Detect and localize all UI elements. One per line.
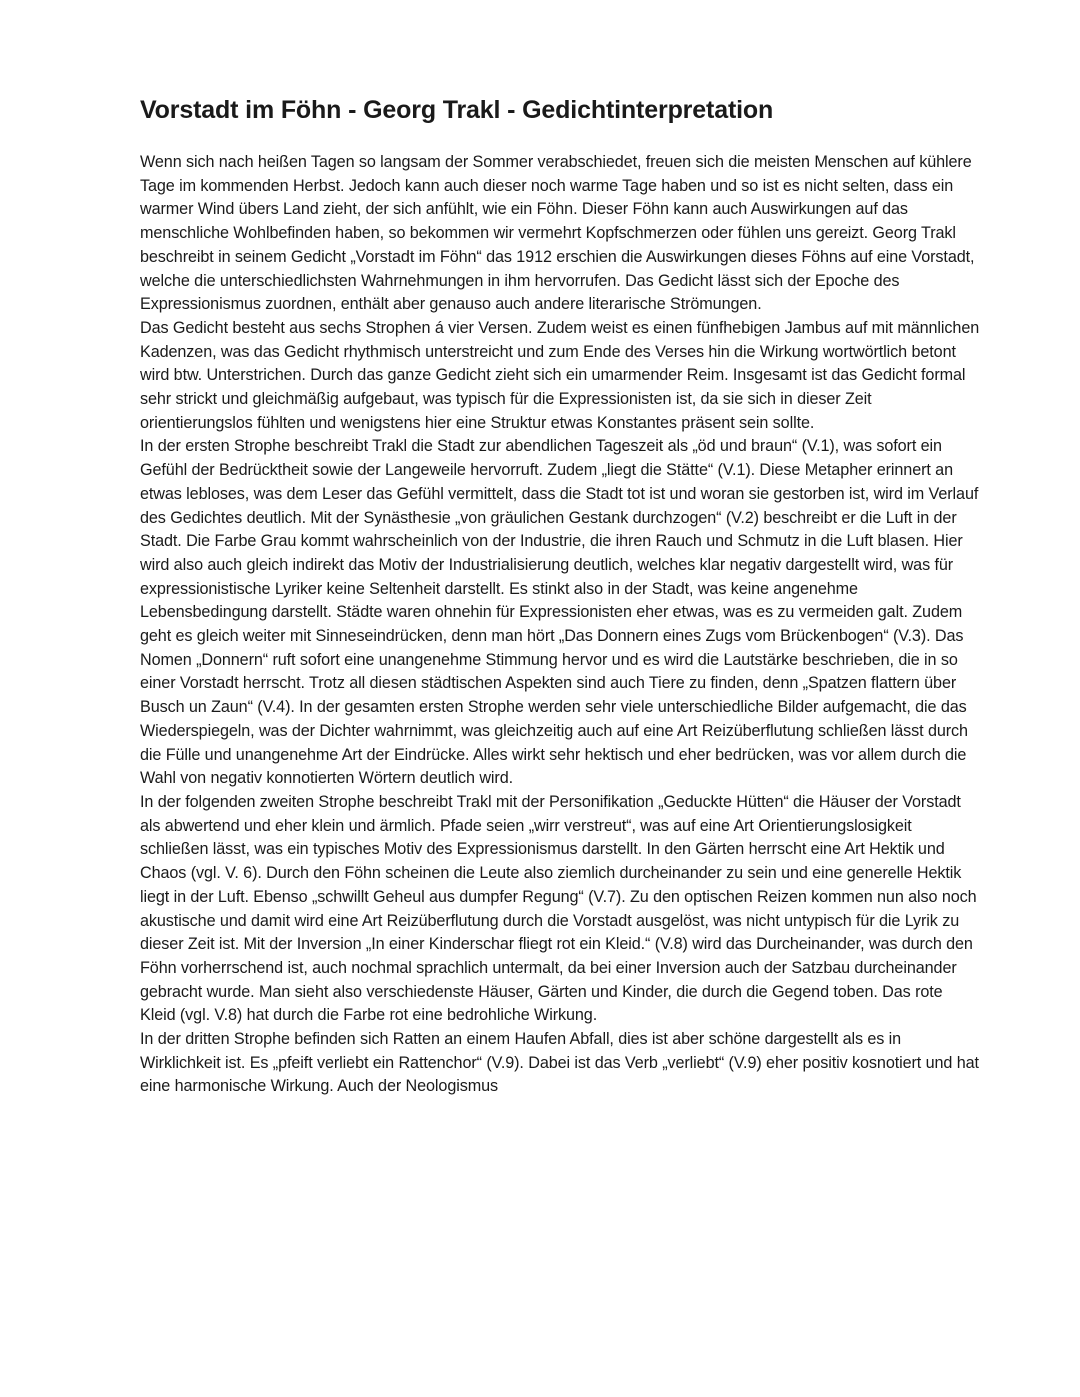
paragraph-third-stanza: In der dritten Strophe befinden sich Ratten an einem Haufen Abfall, dies ist aber schöne dargestellt als es in Wirklichkeit ist. Es „pfeift verliebt ein Rattenchor“ (V.9). Dabei ist das Verb „verliebt“ (V.9) eher positiv kosnotiert und hat eine harmonische Wirkung. Auch der Neologismus <box>140 1030 979 1096</box>
document-title: Vorstadt im Föhn - Georg Trakl - Gedichtinterpretation <box>140 96 774 124</box>
document-body <box>140 151 980 1099</box>
paragraph-second-stanza: In der folgenden zweiten Strophe beschreibt Trakl mit der Personifikation „Geduckte Hütten“ die Häuser der Vorstadt als abwertend und eher klein und ärmlich. Pfade seien „wirr verstreut“, was auf eine Art Orientierungslosigkeit schließen lässt, was ein typisches Motiv des Expressionismus darstellt. In den Gärten herrscht eine Art Hektik und Chaos (vgl. V. 6). Durch den Föhn scheinen die Leute also ziemlich durcheinander zu sein und eine generelle Hektik liegt in der Luft. Ebenso „schwillt Geheul aus dumpfer Regung“ (V.7). Zu den optischen Reizen kommen nun also noch akustische und damit wird eine Art Reizüberflutung durch die Vorstadt ausgelöst, was nicht untypisch für die Lyrik zu dieser Zeit ist. Mit der Inversion „In einer Kinderschar fliegt rot ein Kleid.“ (V.8) wird das Durcheinander, was durch den Föhn vorherrschend ist, auch nochmal sprachlich untermalt, da bei einer Inversion auch der Satzbau durcheinander gebracht wurde. Man sieht also verschiedenste Häuser, Gärten und Kinder, die durch die Gegend toben. Das rote Kleid (vgl. V.8) hat durch die Farbe rot eine bedrohliche Wirkung. <box>140 792 977 1025</box>
paragraph-introduction: Wenn sich nach heißen Tagen so langsam der Sommer verabschiedet, freuen sich die meisten Menschen auf kühlere Tage im kommenden Herbst. Jedoch kann auch dieser noch warme Tage haben und so ist es nicht selten, dass ein warmer Wind übers Land zieht, der sich anfühlt, wie ein Föhn. Dieser Föhn kann auch Auswirkungen auf das menschliche Wohlbefinden haben, so bekommen wir vermehrt Kopfschmerzen oder fühlen uns gereizt. Georg Trakl beschreibt in seinem Gedicht „Vorstadt im Föhn“ das 1912 erschien die Auswirkungen dieses Föhns auf eine Vorstadt, welche die unterschiedlichsten Wahrnehmungen in ihm hervorrufen. Das Gedicht lässt sich der Epoche des Expressionismus zuordnen, enthält aber genauso auch andere literarische Strömungen. <box>140 153 975 314</box>
paragraph-first-stanza: In der ersten Strophe beschreibt Trakl die Stadt zur abendlichen Tageszeit als „öd und braun“ (V.1), was sofort ein Gefühl der Bedrücktheit sowie der Langeweile hervorruft. Zudem „liegt die Stätte“ (V.1). Diese Metapher erinnert an etwas lebloses, was dem Leser das Gefühl vermittelt, dass die Stadt tot ist und woran sie gestorben ist, wird im Verlauf des Gedichtes deutlich. Mit der Synästhesie „von gräulichen Gestank durchzogen“ (V.2) beschreibt er die Luft in der Stadt. Die Farbe Grau kommt wahrscheinlich von der Industrie, die ihren Rauch und Schmutz in die Luft blasen. Hier wird also auch gleich indirekt das Motiv der Industrialisierung deutlich, welches klar negativ dargestellt wird, was für expressionistische Lyriker keine Seltenheit darstellt. Es stinkt also in der Stadt, was keine angenehme Lebensbedingung darstellt. Städte waren ohnehin für Expressionisten eher etwas, was es zu vermeiden galt. Zudem geht es gleich weiter mit Sinneseindrücken, denn man hört „Das Donnern eines Zugs vom Brückenbogen“ (V.3). Das Nomen „Donnern“ ruft sofort eine unangenehme Stimmung hervor und es wird die Lautstärke beschrieben, die in so einer Vorstadt herrscht. Trotz all diesen städtischen Aspekten sind auch Tiere zu finden, denn „Spatzen flattern über Busch un Zaun“ (V.4). In der gesamten ersten Strophe werden sehr viele unterschiedliche Bilder aufgemacht, die das Wiederspiegeln, was der Dichter wahrnimmt, was gleichzeitig auch auf eine Art Reizüberflutung schließen lässt durch die Fülle und unangenehme Art der Eindrücke. Alles wirkt sehr hektisch und eher bedrücken, was vor allem durch die Wahl von negativ konnotierten Wörtern deutlich wird. <box>140 437 979 788</box>
paragraph-form-analysis: Das Gedicht besteht aus sechs Strophen á vier Versen. Zudem weist es einen fünfhebigen Jambus auf mit männlichen Kadenzen, was das Gedicht rhythmisch unterstreicht und zum Ende des Verses hin die Wirkung wortwörtlich betont wird btw. Unterstrichen. Durch das ganze Gedicht zieht sich ein umarmender Reim. Insgesamt ist das Gedicht formal sehr strickt und gleichmäßig aufgebaut, was typisch für die Expressionisten ist, da sie sich in dieser Zeit orientierungslos fühlten und wenigstens hier eine Struktur etwas Konstantes präsent sein sollte. <box>140 318 980 432</box>
